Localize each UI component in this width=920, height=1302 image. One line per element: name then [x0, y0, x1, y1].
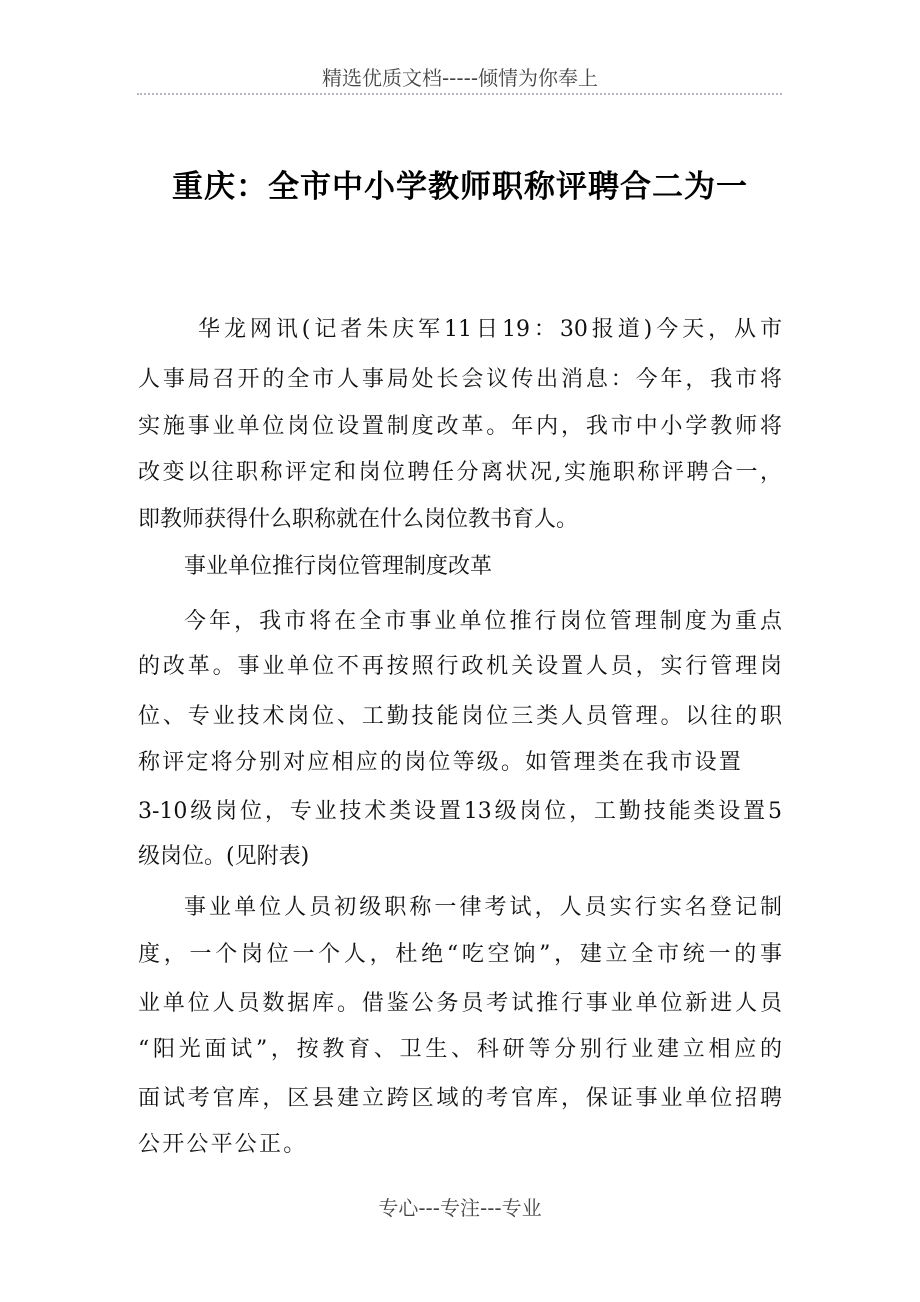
- paragraph-line: 的改革。事业单位不再按照行政机关设置人员，实行管理岗: [138, 654, 782, 679]
- paragraph-line: 位、专业技术岗位、工勤技能岗位三类人员管理。以往的职: [138, 704, 782, 729]
- paragraph-line: 面试考官库，区县建立跨区域的考官库，保证事业单位招聘: [138, 1086, 782, 1111]
- paragraph-line: 度，一个岗位一个人，杜绝“吃空饷”，建立全市统一的事: [138, 942, 782, 967]
- header-divider: [137, 93, 782, 95]
- paragraph-line: 公开公平公正。: [138, 1132, 308, 1157]
- document-title: 重庆：全市中小学教师职称评聘合二为一: [172, 169, 748, 205]
- paragraph-line: 3-10级岗位，专业技术类设置13级岗位，工勤技能类设置5: [138, 799, 782, 824]
- paragraph-line: 人事局召开的全市人事局处长会议传出消息：今年，我市将: [138, 367, 782, 392]
- paragraph-line: 即教师获得什么职称就在什么岗位教书育人。: [138, 507, 579, 532]
- paragraph-line: 今年，我市将在全市事业单位推行岗位管理制度为重点: [184, 609, 782, 634]
- section-heading: 事业单位推行岗位管理制度改革: [184, 554, 493, 579]
- paragraph-line: 业单位人员数据库。借鉴公务员考试推行事业单位新进人员: [138, 991, 782, 1016]
- paragraph-line: 华龙网讯(记者朱庆军11日19：30报道)今天，从市: [198, 317, 782, 342]
- paragraph-line: 级岗位。(见附表): [138, 844, 310, 869]
- page-header-text: 精选优质文档-----倾情为你奉上: [321, 66, 599, 90]
- paragraph-line: 改变以往职称评定和岗位聘任分离状况,实施职称评聘合一，: [138, 460, 782, 485]
- paragraph-line: 实施事业单位岗位设置制度改革。年内，我市中小学教师将: [138, 414, 782, 439]
- paragraph-line: 事业单位人员初级职称一律考试，人员实行实名登记制: [184, 895, 782, 920]
- paragraph-line: 称评定将分别对应相应的岗位等级。如管理类在我市设置: [138, 750, 744, 775]
- page-footer-text: 专心---专注---专业: [378, 1196, 542, 1220]
- paragraph-line: “阳光面试”，按教育、卫生、科研等分别行业建立相应的: [138, 1037, 782, 1062]
